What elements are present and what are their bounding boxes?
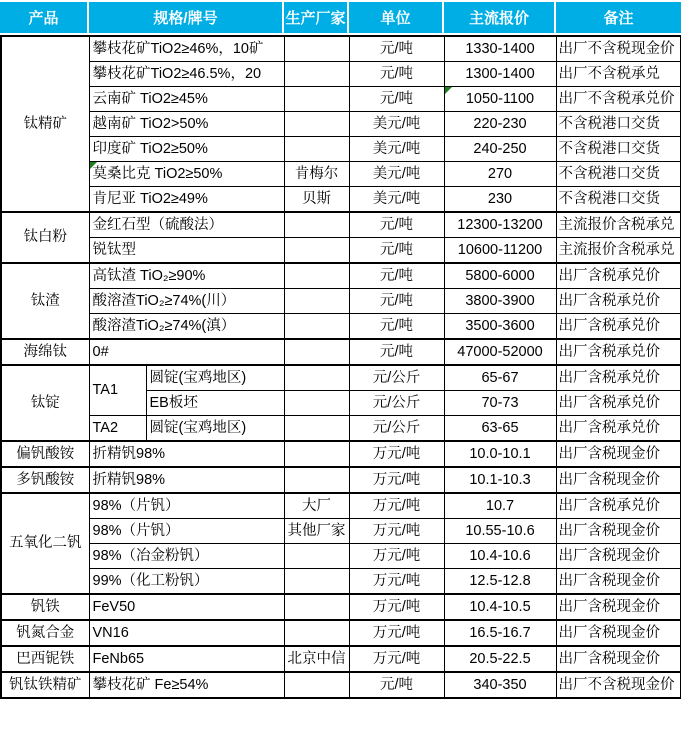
unit-cell: 万元/吨 xyxy=(349,544,444,569)
spec-cell: 攀枝花矿 Fe≥54% xyxy=(89,672,284,698)
grade-cell: TA1 xyxy=(89,365,146,416)
grade-cell: TA2 xyxy=(89,416,146,442)
table-row xyxy=(1,162,681,187)
manufacturer-cell: 贝斯 xyxy=(284,187,349,213)
spec-cell: 99%（化工粉钒） xyxy=(89,569,284,595)
note-cell: 出厂含税承兑价 xyxy=(556,314,681,340)
note-cell: 出厂不含税现金价 xyxy=(556,36,681,62)
product-cell: 五氧化二钒 xyxy=(1,493,89,594)
table-header-row xyxy=(0,2,681,33)
price-cell: 5800-6000 xyxy=(444,263,556,289)
price-cell: 47000-52000 xyxy=(444,339,556,365)
price-cell: 10.4-10.5 xyxy=(444,594,556,620)
note-cell: 出厂含税现金价 xyxy=(556,441,681,467)
unit-cell: 美元/吨 xyxy=(349,112,444,137)
unit-cell: 万元/吨 xyxy=(349,646,444,672)
note-cell: 出厂含税承兑价 xyxy=(556,339,681,365)
manufacturer-cell xyxy=(284,314,349,340)
product-cell: 多钒酸铵 xyxy=(1,467,89,493)
price-cell: 12.5-12.8 xyxy=(444,569,556,595)
unit-cell: 元/吨 xyxy=(349,314,444,340)
spec-cell: 折精钒98% xyxy=(89,441,284,467)
spec-cell: 越南矿 TiO2>50% xyxy=(89,112,284,137)
unit-cell: 万元/吨 xyxy=(349,569,444,595)
spec-cell: 锐钛型 xyxy=(89,238,284,264)
unit-cell: 美元/吨 xyxy=(349,162,444,187)
unit-cell: 元/吨 xyxy=(349,339,444,365)
spec-cell: 0# xyxy=(89,339,284,365)
table-row xyxy=(1,441,681,467)
table-row xyxy=(1,289,681,314)
unit-cell: 万元/吨 xyxy=(349,467,444,493)
manufacturer-cell xyxy=(284,238,349,264)
product-cell: 钛白粉 xyxy=(1,212,89,263)
price-cell: 3800-3900 xyxy=(444,289,556,314)
col-header-manufacturer: 生产厂家 xyxy=(284,2,349,33)
table-row xyxy=(1,36,681,62)
comment-indicator-icon xyxy=(90,162,97,169)
table-row xyxy=(1,519,681,544)
table-row xyxy=(1,212,681,238)
unit-cell: 美元/吨 xyxy=(349,187,444,213)
price-cell: 12300-13200 xyxy=(444,212,556,238)
note-cell: 出厂含税承兑价 xyxy=(556,289,681,314)
manufacturer-cell xyxy=(284,569,349,595)
manufacturer-cell xyxy=(284,289,349,314)
product-cell: 钒氮合金 xyxy=(1,620,89,646)
spec-cell: FeNb65 xyxy=(89,646,284,672)
price-text: 1050-1100 xyxy=(465,90,535,107)
spec-cell: 98%（冶金粉钒） xyxy=(89,544,284,569)
spec-cell: 肯尼亚 TiO2≥49% xyxy=(89,187,284,213)
manufacturer-cell xyxy=(284,263,349,289)
product-cell: 钛渣 xyxy=(1,263,89,339)
note-cell: 出厂含税现金价 xyxy=(556,467,681,493)
spec-cell: 高钛渣 TiO₂≥90% xyxy=(89,263,284,289)
table-row xyxy=(1,137,681,162)
manufacturer-cell xyxy=(284,212,349,238)
note-cell: 出厂含税现金价 xyxy=(556,594,681,620)
table-row xyxy=(1,493,681,519)
col-header-price: 主流报价 xyxy=(444,2,556,33)
manufacturer-cell: 大厂 xyxy=(284,493,349,519)
manufacturer-cell xyxy=(284,672,349,698)
manufacturer-cell xyxy=(284,391,349,416)
note-cell: 出厂含税现金价 xyxy=(556,519,681,544)
product-cell: 巴西铌铁 xyxy=(1,646,89,672)
unit-cell: 万元/吨 xyxy=(349,594,444,620)
table-row xyxy=(1,620,681,646)
product-cell: 钒铁 xyxy=(1,594,89,620)
table-row xyxy=(1,112,681,137)
table-row xyxy=(1,314,681,340)
table-body xyxy=(0,35,681,699)
manufacturer-cell xyxy=(284,112,349,137)
spec-cell: 圆锭(宝鸡地区) xyxy=(146,416,284,442)
product-cell: 钒钛铁精矿 xyxy=(1,672,89,698)
table-row xyxy=(1,672,681,698)
price-cell: 65-67 xyxy=(444,365,556,391)
manufacturer-cell: 肯梅尔 xyxy=(284,162,349,187)
price-cell: 3500-3600 xyxy=(444,314,556,340)
table-row xyxy=(1,467,681,493)
spec-cell: 98%（片钒） xyxy=(89,493,284,519)
unit-cell: 元/吨 xyxy=(349,672,444,698)
table-row xyxy=(1,569,681,595)
spec-cell: 98%（片钒） xyxy=(89,519,284,544)
note-cell: 不含税港口交货 xyxy=(556,137,681,162)
note-cell: 出厂含税现金价 xyxy=(556,544,681,569)
manufacturer-cell xyxy=(284,62,349,87)
manufacturer-cell xyxy=(284,594,349,620)
unit-cell: 万元/吨 xyxy=(349,441,444,467)
col-header-unit: 单位 xyxy=(349,2,444,33)
price-cell: 10.4-10.6 xyxy=(444,544,556,569)
note-cell: 出厂含税现金价 xyxy=(556,620,681,646)
price-cell: 230 xyxy=(444,187,556,213)
manufacturer-cell xyxy=(284,544,349,569)
manufacturer-cell xyxy=(284,365,349,391)
note-cell: 出厂含税承兑价 xyxy=(556,365,681,391)
price-cell xyxy=(444,87,556,112)
note-cell: 主流报价含税承兑 xyxy=(556,238,681,264)
product-cell: 钛精矿 xyxy=(1,36,89,212)
col-header-note: 备注 xyxy=(556,2,681,33)
spec-cell: 印度矿 TiO2≥50% xyxy=(89,137,284,162)
table-row xyxy=(1,62,681,87)
table-row xyxy=(1,594,681,620)
table-row xyxy=(1,263,681,289)
spec-text: 莫桑比克 TiO2≥50% xyxy=(92,165,223,182)
price-cell: 1330-1400 xyxy=(444,36,556,62)
manufacturer-cell xyxy=(284,416,349,442)
unit-cell: 元/吨 xyxy=(349,289,444,314)
note-cell: 出厂不含税现金价 xyxy=(556,672,681,698)
unit-cell: 元/吨 xyxy=(349,87,444,112)
spec-cell: 酸溶渣TiO₂≥74%(川） xyxy=(89,289,284,314)
table-row xyxy=(1,187,681,213)
unit-cell: 元/吨 xyxy=(349,212,444,238)
price-cell: 10.55-10.6 xyxy=(444,519,556,544)
note-cell: 出厂含税现金价 xyxy=(556,569,681,595)
price-cell: 10.1-10.3 xyxy=(444,467,556,493)
unit-cell: 元/吨 xyxy=(349,238,444,264)
manufacturer-cell: 北京中信 xyxy=(284,646,349,672)
spec-cell: VN16 xyxy=(89,620,284,646)
manufacturer-cell: 其他厂家 xyxy=(284,519,349,544)
note-cell: 出厂不含税承兑 xyxy=(556,62,681,87)
unit-cell: 元/吨 xyxy=(349,36,444,62)
note-cell: 出厂含税现金价 xyxy=(556,646,681,672)
unit-cell: 万元/吨 xyxy=(349,519,444,544)
unit-cell: 美元/吨 xyxy=(349,137,444,162)
unit-cell: 元/吨 xyxy=(349,62,444,87)
note-cell: 出厂含税承兑价 xyxy=(556,391,681,416)
spec-cell: EB板坯 xyxy=(146,391,284,416)
col-header-spec: 规格/牌号 xyxy=(89,2,284,33)
note-cell: 出厂含税承兑价 xyxy=(556,493,681,519)
note-cell: 不含税港口交货 xyxy=(556,112,681,137)
note-cell: 不含税港口交货 xyxy=(556,162,681,187)
manufacturer-cell xyxy=(284,339,349,365)
product-cell: 钛锭 xyxy=(1,365,89,441)
table-row xyxy=(1,87,681,112)
note-cell: 不含税港口交货 xyxy=(556,187,681,213)
price-cell: 20.5-22.5 xyxy=(444,646,556,672)
note-cell: 出厂不含税承兑价 xyxy=(556,87,681,112)
unit-cell: 元/吨 xyxy=(349,263,444,289)
price-cell: 340-350 xyxy=(444,672,556,698)
spec-cell: 云南矿 TiO2≥45% xyxy=(89,87,284,112)
price-cell: 1300-1400 xyxy=(444,62,556,87)
price-cell: 10600-11200 xyxy=(444,238,556,264)
spec-cell: 折精钒98% xyxy=(89,467,284,493)
product-cell: 偏钒酸铵 xyxy=(1,441,89,467)
note-cell: 出厂含税承兑价 xyxy=(556,416,681,442)
table-row xyxy=(1,544,681,569)
table-row xyxy=(1,646,681,672)
unit-cell: 元/公斤 xyxy=(349,365,444,391)
col-header-product: 产品 xyxy=(0,2,89,33)
spec-cell xyxy=(89,162,284,187)
spec-cell: 酸溶渣TiO₂≥74%(滇） xyxy=(89,314,284,340)
manufacturer-cell xyxy=(284,620,349,646)
spec-cell: 金红石型（硫酸法） xyxy=(89,212,284,238)
manufacturer-cell xyxy=(284,36,349,62)
table-row xyxy=(1,365,681,391)
note-cell: 主流报价含税承兑 xyxy=(556,212,681,238)
manufacturer-cell xyxy=(284,467,349,493)
comment-indicator-icon xyxy=(445,87,452,94)
price-cell: 240-250 xyxy=(444,137,556,162)
table-row xyxy=(1,238,681,264)
price-cell: 220-230 xyxy=(444,112,556,137)
unit-cell: 万元/吨 xyxy=(349,493,444,519)
price-cell: 10.0-10.1 xyxy=(444,441,556,467)
product-cell: 海绵钛 xyxy=(1,339,89,365)
table-row xyxy=(1,416,681,442)
spec-cell: 圆锭(宝鸡地区) xyxy=(146,365,284,391)
price-cell: 10.7 xyxy=(444,493,556,519)
price-cell: 63-65 xyxy=(444,416,556,442)
unit-cell: 万元/吨 xyxy=(349,620,444,646)
price-cell: 270 xyxy=(444,162,556,187)
manufacturer-cell xyxy=(284,137,349,162)
spec-cell: 攀枝花矿TiO2≥46%，10矿 xyxy=(89,36,284,62)
spec-cell: 攀枝花矿TiO2≥46.5%，20 xyxy=(89,62,284,87)
manufacturer-cell xyxy=(284,87,349,112)
table-row xyxy=(1,339,681,365)
unit-cell: 元/公斤 xyxy=(349,391,444,416)
spec-cell: FeV50 xyxy=(89,594,284,620)
note-cell: 出厂含税承兑价 xyxy=(556,263,681,289)
price-cell: 16.5-16.7 xyxy=(444,620,556,646)
unit-cell: 元/公斤 xyxy=(349,416,444,442)
price-cell: 70-73 xyxy=(444,391,556,416)
manufacturer-cell xyxy=(284,441,349,467)
